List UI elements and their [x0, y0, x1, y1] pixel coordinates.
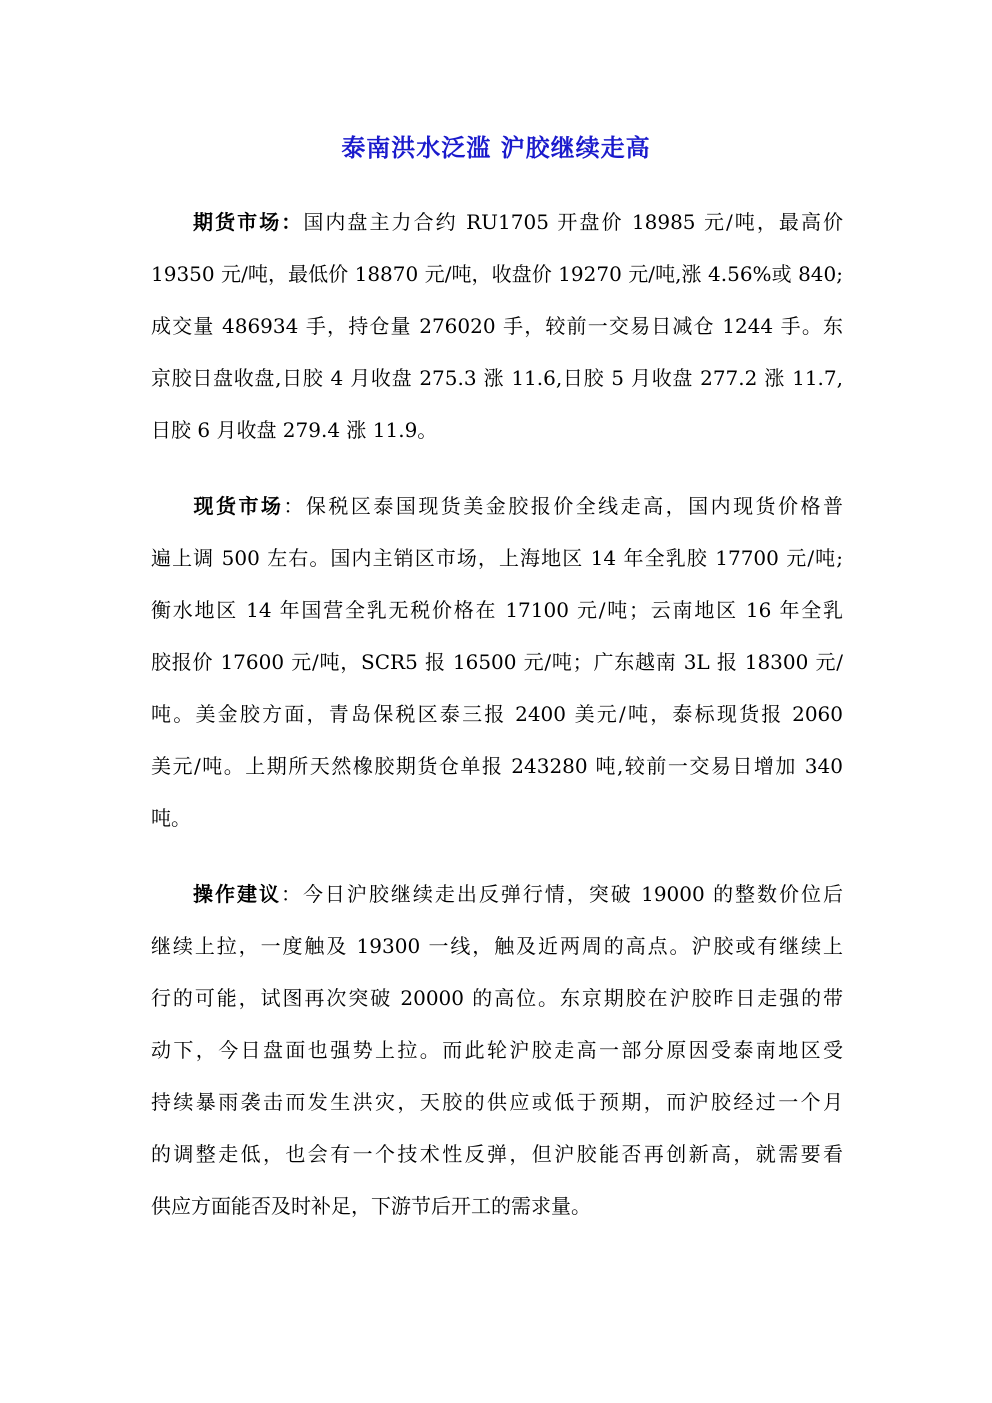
document-title: 泰南洪水泛滥 沪胶继续走高 [341, 133, 651, 162]
paragraph-line: 持续暴雨袭击而发生洪灾，天胶的供应或低于预期，而沪胶经过一个月 [151, 1090, 843, 1114]
paragraph-trading-advice [151, 868, 843, 1232]
paragraph-line: 继续上拉，一度触及 19300 一线，触及近两周的高点。沪胶或有继续上 [151, 934, 843, 958]
paragraph-label: 期货市场： [191, 210, 304, 234]
paragraph-line: 吨。美金胶方面，青岛保税区泰三报 2400 美元/吨，泰标现货报 2060 [151, 702, 843, 726]
paragraph-line: 供应方面能否及时补足，下游节后开工的需求量。 [151, 1194, 591, 1218]
paragraph-spot-market [151, 480, 843, 844]
paragraph-line: 遍上调 500 左右。国内主销区市场，上海地区 14 年全乳胶 17700 元/吨; [151, 546, 843, 570]
paragraph-futures-market [151, 196, 843, 456]
paragraph-line: 动下，今日盘面也强势上拉。而此轮沪胶走高一部分原因受泰南地区受 [151, 1038, 843, 1062]
paragraph-line: 胶报价 17600 元/吨，SCR5 报 16500 元/吨；广东越南 3L 报 18300 元/ [151, 650, 843, 674]
paragraph-line: 操作建议：今日沪胶继续走出反弹行情，突破 19000 的整数价位后 [191, 882, 844, 906]
paragraph-line: 日胶 6 月收盘 279.4 涨 11.9。 [151, 418, 438, 442]
paragraph-line: 吨。 [151, 806, 191, 830]
paragraph-line: 的调整走低，也会有一个技术性反弹，但沪胶能否再创新高，就需要看 [151, 1142, 843, 1166]
paragraph-line: 现货市场：保税区泰国现货美金胶报价全线走高，国内现货价格普 [191, 494, 844, 518]
paragraph-line: 成交量 486934 手，持仓量 276020 手，较前一交易日减仓 1244 手。东 [151, 314, 843, 338]
paragraph-label: 操作建议 [191, 882, 281, 906]
paragraph-line: 衡水地区 14 年国营全乳无税价格在 17100 元/吨；云南地区 16 年全乳 [151, 598, 843, 622]
paragraph-line: 美元/吨。上期所天然橡胶期货仓单报 243280 吨,较前一交易日增加 340 [151, 754, 843, 778]
paragraph-line: 行的可能，试图再次突破 20000 的高位。东京期胶在沪胶昨日走强的带 [151, 986, 843, 1010]
paragraph-line: 京胶日盘收盘,日胶 4 月收盘 275.3 涨 11.6,日胶 5 月收盘 277.2 涨 11.7, [151, 366, 843, 390]
paragraph-label: 现货市场 [191, 494, 284, 518]
paragraph-line: 期货市场：国内盘主力合约 RU1705 开盘价 18985 元/吨，最高价 [191, 210, 844, 234]
paragraph-line: 19350 元/吨，最低价 18870 元/吨，收盘价 19270 元/吨,涨 4.56%或 840; [151, 262, 843, 286]
